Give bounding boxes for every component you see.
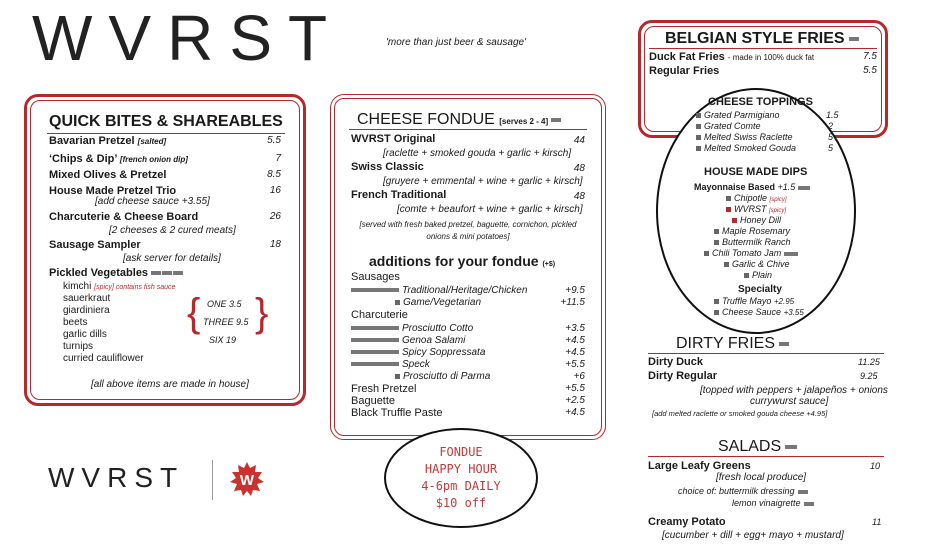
price: 26 — [269, 211, 281, 222]
price: +2.5 — [565, 395, 585, 406]
price: +3.5 — [565, 323, 585, 334]
topping-item: Melted Swiss Raclette — [696, 132, 793, 142]
menu-item: Mixed Olives & Pretzel — [49, 169, 167, 181]
topping-item: Melted Smoked Gouda — [696, 143, 796, 153]
quick-footer: [all above items are made in house] — [91, 379, 249, 390]
price: 7.5 — [863, 51, 877, 62]
addition-item: Genoa Salami — [351, 335, 465, 346]
dirty-add-note: [add melted raclette or smoked gouda cheese +4.95] — [652, 409, 828, 418]
dip-item: Maple Rosemary — [714, 226, 790, 236]
tier-price: ONE 3.5 — [207, 299, 242, 309]
menu-item: Pickled Vegetables — [49, 267, 183, 279]
veg-kimchi: kimchi [spicy] contains fish sauce — [63, 281, 176, 292]
menu-item: Dirty Regular — [648, 370, 718, 382]
price: +4.5 — [565, 407, 585, 418]
menu-item: Bavarian Pretzel [salted] — [49, 135, 167, 147]
price: +11.5 — [560, 297, 585, 308]
veg-item: turnips — [63, 341, 94, 352]
price: 1.5 — [826, 110, 839, 120]
price: 8.5 — [267, 169, 281, 180]
dips-title: HOUSE MADE DIPS — [704, 166, 808, 178]
dirty-fries-title: DIRTY FRIES — [676, 335, 789, 353]
tagline: 'more than just beer & sausage' — [386, 37, 527, 48]
fondue-title: CHEESE FONDUE [serves 2 - 4] — [357, 111, 561, 129]
dirty-desc: [topped with peppers + jalapeños + onions — [700, 385, 888, 396]
topping-item: Grated Parmigiano — [696, 110, 780, 120]
addition-item: Prosciutto di Parma — [395, 371, 490, 382]
addition-item: Speck — [351, 359, 430, 370]
addition-item: Prosciutto Cotto — [351, 323, 473, 334]
specialty-item: Truffle Mayo +2.95 — [714, 296, 794, 306]
fondue-desc: [gruyere + emmental + wine + garlic + kirsch] — [383, 176, 583, 187]
item-note: [2 cheeses & 2 cured meats] — [109, 225, 236, 236]
price: +4.5 — [565, 347, 585, 358]
dip-item: Buttermilk Ranch — [714, 237, 791, 247]
fondue-item: French Traditional — [351, 189, 447, 201]
addition-item: Spicy Soppressata — [351, 347, 485, 358]
menu-item: Sausage Sampler — [49, 239, 141, 251]
logo-wordmark-small: WVRST — [48, 462, 185, 493]
additions-title: additions for your fondue (+$) — [369, 253, 556, 269]
menu-item: Charcuterie & Cheese Board — [49, 211, 199, 223]
price: 18 — [269, 239, 281, 250]
quick-bites-title: QUICK BITES & SHAREABLES — [49, 113, 283, 130]
dip-item: Plain — [744, 270, 772, 280]
addition-item: Game/Vegetarian — [395, 297, 481, 308]
addition-item: Baguette — [351, 395, 396, 407]
price: 5.5 — [267, 135, 281, 146]
mayo-label: Mayonnaise Based +1.5 — [694, 182, 810, 192]
salad-note: [fresh local produce] — [716, 472, 807, 483]
brace-left: { — [187, 291, 201, 335]
menu-item: Large Leafy Greens — [648, 460, 751, 472]
topping-item: Grated Comte — [696, 121, 761, 131]
menu-item: Duck Fat Fries - made in 100% duck fat — [649, 51, 815, 63]
addition-item: Fresh Pretzel — [351, 383, 417, 395]
happy-hour-badge: FONDUE HAPPY HOUR 4-6pm DAILY $10 off — [384, 428, 538, 528]
veg-item: garlic dills — [63, 329, 107, 340]
veg-item: beets — [63, 317, 88, 328]
salad-choice: lemon vinaigrette — [732, 498, 814, 508]
price: 16 — [269, 185, 281, 196]
addition-item: Black Truffle Paste — [351, 407, 443, 419]
price: 5 — [828, 143, 834, 153]
price: 10 — [870, 461, 881, 471]
tier-price: SIX 19 — [209, 335, 237, 345]
specialty-label: Specialty — [738, 284, 782, 295]
addition-item: Traditional/Heritage/Chicken — [351, 285, 527, 296]
veg-item: giardiniera — [63, 305, 110, 316]
price: 11 — [872, 517, 882, 527]
veg-item: sauerkraut — [63, 293, 111, 304]
dip-item: Chipotle [spicy] — [726, 193, 787, 203]
dip-item: Honey Dill — [732, 215, 781, 225]
salad-choice: choice of: buttermilk dressing — [678, 486, 808, 496]
charcuterie-label: Charcuterie — [351, 309, 408, 321]
price: 44 — [573, 135, 585, 146]
price: +4.5 — [565, 335, 585, 346]
logo-wordmark: WVRST — [32, 2, 344, 74]
item-note: [ask server for details] — [123, 253, 221, 264]
fondue-item: WVRST Original — [351, 133, 436, 145]
toppings-dips-oval — [656, 88, 856, 334]
price: 7 — [275, 153, 281, 164]
price: 2 — [828, 121, 834, 131]
fondue-item: Swiss Classic — [351, 161, 424, 173]
fondue-desc: [comte + beaufort + wine + garlic + kirsch] — [397, 204, 583, 215]
dip-item: Garlic & Chive — [724, 259, 790, 269]
belgian-title: BELGIAN STYLE FRIES — [665, 30, 859, 48]
item-note: [add cheese sauce +3.55] — [95, 196, 210, 207]
price: 11.25 — [858, 357, 880, 367]
menu-item: Dirty Duck — [648, 356, 704, 368]
fondue-panel — [330, 94, 606, 440]
fondue-served: [served with fresh baked pretzel, baguette, cornichon, pickled onions & mini potatoes] — [359, 220, 577, 241]
price: 9.25 — [860, 371, 878, 381]
dip-item: Chili Tomato Jam — [704, 248, 798, 258]
menu-item: House Made Pretzel Trio — [49, 185, 177, 197]
dirty-desc: currywurst sauce] — [750, 396, 829, 407]
svg-text:W: W — [239, 472, 255, 489]
starburst-badge-icon — [230, 462, 264, 496]
quick-bites-panel — [24, 94, 306, 406]
salads-title: SALADS — [718, 438, 797, 456]
salad-desc: [cucumber + dill + egg+ mayo + mustard] — [662, 530, 844, 541]
price: 5.5 — [863, 65, 877, 76]
price: 48 — [573, 163, 585, 174]
price: +9.5 — [565, 285, 585, 296]
price: +6 — [573, 371, 585, 382]
tier-price: THREE 9.5 — [203, 317, 249, 327]
toppings-title: CHEESE TOPPINGS — [708, 96, 813, 108]
menu-item: Creamy Potato — [648, 516, 726, 528]
menu-item: Regular Fries — [649, 65, 720, 77]
menu-item: ‘Chips & Dip’ [french onion dip] — [49, 153, 188, 165]
dip-item: WVRST [spicy] — [726, 204, 786, 214]
logo-divider — [212, 460, 213, 500]
price: +5.5 — [565, 359, 585, 370]
specialty-item: Cheese Sauce +3.55 — [714, 307, 804, 317]
brace-right: } — [255, 291, 269, 335]
price: +5.5 — [565, 383, 585, 394]
sausages-label: Sausages — [351, 271, 400, 283]
veg-item: curried cauliflower — [63, 353, 144, 364]
fondue-desc: [raclette + smoked gouda + garlic + kirsch] — [383, 148, 572, 159]
price: 48 — [573, 191, 585, 202]
price: 5 — [828, 132, 834, 142]
